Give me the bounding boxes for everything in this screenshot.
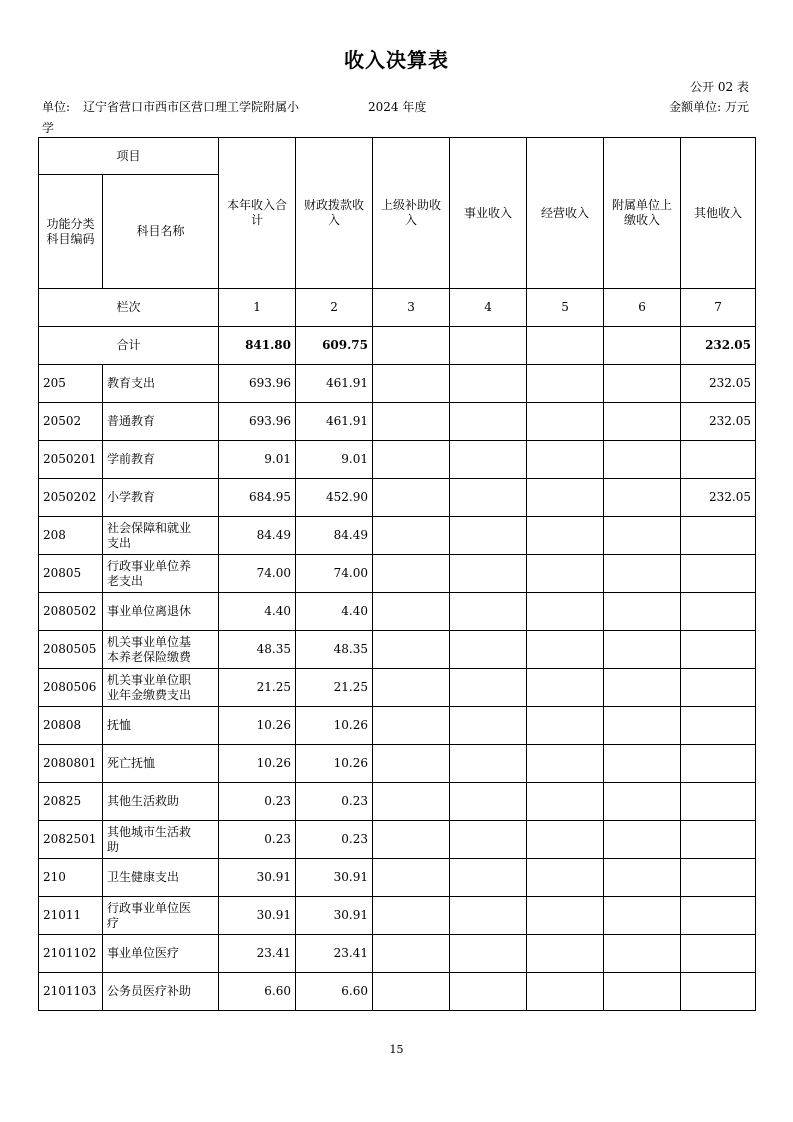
amount-cell: 10.26 xyxy=(296,707,373,745)
income-table xyxy=(38,137,756,1011)
subject-code: 2101102 xyxy=(39,935,103,973)
subject-name: 抚恤 xyxy=(103,707,219,745)
amount-cell: 232.05 xyxy=(681,479,756,517)
lanci-label: 栏次 xyxy=(39,289,219,327)
subject-name: 其他城市生活救 助 xyxy=(103,821,219,859)
amount-cell xyxy=(450,441,527,479)
subject-name: 行政事业单位医 疗 xyxy=(103,897,219,935)
subject-code: 2080801 xyxy=(39,745,103,783)
unit-name-continued: 学 xyxy=(42,121,55,135)
amount-cell: 693.96 xyxy=(219,403,296,441)
total-value xyxy=(604,327,681,365)
unit-label: 单位: xyxy=(42,100,71,114)
subject-name: 事业单位离退休 xyxy=(103,593,219,631)
amount-cell: 48.35 xyxy=(219,631,296,669)
subject-code: 210 xyxy=(39,859,103,897)
subject-name: 社会保障和就业 支出 xyxy=(103,517,219,555)
subject-code: 2082501 xyxy=(39,821,103,859)
amount-cell: 6.60 xyxy=(219,973,296,1011)
page-number: 15 xyxy=(389,1043,404,1056)
amount-cell xyxy=(450,555,527,593)
col-number: 6 xyxy=(604,289,681,327)
header-subject: 科目名称 xyxy=(103,175,219,289)
amount-cell xyxy=(527,441,604,479)
amount-cell xyxy=(450,821,527,859)
amount-cell xyxy=(681,745,756,783)
subject-name: 行政事业单位养 老支出 xyxy=(103,555,219,593)
page-title: 收入决算表 xyxy=(344,48,449,72)
amount-cell xyxy=(450,669,527,707)
header-code: 功能分类 科目编码 xyxy=(39,175,103,289)
col-number: 2 xyxy=(296,289,373,327)
amount-cell xyxy=(373,441,450,479)
amount-cell: 30.91 xyxy=(296,859,373,897)
amount-cell: 4.40 xyxy=(219,593,296,631)
amount-cell xyxy=(527,897,604,935)
table-row xyxy=(39,973,756,1011)
amount-cell xyxy=(373,897,450,935)
amount-cell xyxy=(527,517,604,555)
table-row xyxy=(39,555,756,593)
subject-name: 其他生活救助 xyxy=(103,783,219,821)
amount-cell xyxy=(681,897,756,935)
col-number: 1 xyxy=(219,289,296,327)
amount-cell xyxy=(373,365,450,403)
amount-cell: 10.26 xyxy=(296,745,373,783)
amount-cell xyxy=(604,821,681,859)
amount-cell xyxy=(373,403,450,441)
amount-cell xyxy=(604,669,681,707)
amount-cell xyxy=(373,707,450,745)
amount-cell xyxy=(681,669,756,707)
subject-code: 205 xyxy=(39,365,103,403)
amount-cell xyxy=(604,707,681,745)
amount-cell xyxy=(604,479,681,517)
total-value: 232.05 xyxy=(681,327,756,365)
amount-cell: 30.91 xyxy=(219,859,296,897)
amount-cell xyxy=(373,631,450,669)
amount-cell: 84.49 xyxy=(219,517,296,555)
table-row xyxy=(39,479,756,517)
subject-name: 事业单位医疗 xyxy=(103,935,219,973)
subject-code: 2101103 xyxy=(39,973,103,1011)
total-label: 合计 xyxy=(39,327,219,365)
table-row xyxy=(39,859,756,897)
table-row xyxy=(39,707,756,745)
amount-cell: 0.23 xyxy=(296,821,373,859)
amount-cell xyxy=(450,479,527,517)
amount-cell xyxy=(373,935,450,973)
total-value: 841.80 xyxy=(219,327,296,365)
amount-cell xyxy=(604,745,681,783)
amount-cell xyxy=(527,973,604,1011)
header-col-7: 其他收入 xyxy=(681,138,756,289)
amount-cell xyxy=(681,593,756,631)
amount-cell: 74.00 xyxy=(219,555,296,593)
amount-cell: 10.26 xyxy=(219,745,296,783)
form-number: 公开 02 表 xyxy=(690,80,749,94)
amount-cell xyxy=(373,593,450,631)
table-row xyxy=(39,517,756,555)
amount-cell xyxy=(450,517,527,555)
header-col-6: 附属单位上 缴收入 xyxy=(604,138,681,289)
amount-cell xyxy=(450,365,527,403)
amount-cell: 23.41 xyxy=(219,935,296,973)
table-row xyxy=(39,365,756,403)
amount-cell xyxy=(527,365,604,403)
amount-cell: 461.91 xyxy=(296,365,373,403)
amount-cell xyxy=(527,935,604,973)
amount-cell xyxy=(604,859,681,897)
amount-cell xyxy=(373,859,450,897)
subject-name: 机关事业单位职 业年金缴费支出 xyxy=(103,669,219,707)
amount-cell xyxy=(681,973,756,1011)
subject-code: 2050202 xyxy=(39,479,103,517)
amount-cell: 21.25 xyxy=(296,669,373,707)
amount-cell: 693.96 xyxy=(219,365,296,403)
amount-cell xyxy=(527,555,604,593)
subject-name: 普通教育 xyxy=(103,403,219,441)
amount-cell xyxy=(681,783,756,821)
amount-cell xyxy=(681,859,756,897)
table-row xyxy=(39,745,756,783)
amount-cell xyxy=(527,707,604,745)
amount-cell xyxy=(450,745,527,783)
subject-name: 死亡抚恤 xyxy=(103,745,219,783)
table-row xyxy=(39,403,756,441)
amount-cell: 452.90 xyxy=(296,479,373,517)
table-row xyxy=(39,783,756,821)
amount-cell xyxy=(373,783,450,821)
amount-cell xyxy=(450,935,527,973)
col-number: 4 xyxy=(450,289,527,327)
subject-code: 2050201 xyxy=(39,441,103,479)
amount-cell xyxy=(604,631,681,669)
amount-cell: 6.60 xyxy=(296,973,373,1011)
table-row xyxy=(39,821,756,859)
total-value xyxy=(450,327,527,365)
amount-cell: 30.91 xyxy=(296,897,373,935)
amount-cell xyxy=(527,783,604,821)
subject-code: 20808 xyxy=(39,707,103,745)
amount-cell xyxy=(681,631,756,669)
table-row xyxy=(39,441,756,479)
amount-cell xyxy=(373,821,450,859)
total-value: 609.75 xyxy=(296,327,373,365)
amount-cell xyxy=(450,783,527,821)
amount-cell: 10.26 xyxy=(219,707,296,745)
amount-cell: 684.95 xyxy=(219,479,296,517)
header-col-5: 经营收入 xyxy=(527,138,604,289)
subject-name: 学前教育 xyxy=(103,441,219,479)
amount-cell xyxy=(604,403,681,441)
amount-cell xyxy=(373,973,450,1011)
header-col-4: 事业收入 xyxy=(450,138,527,289)
subject-code: 2080506 xyxy=(39,669,103,707)
subject-code: 2080502 xyxy=(39,593,103,631)
amount-cell xyxy=(604,365,681,403)
amount-cell xyxy=(681,935,756,973)
amount-cell xyxy=(373,517,450,555)
subject-name: 卫生健康支出 xyxy=(103,859,219,897)
amount-cell: 48.35 xyxy=(296,631,373,669)
amount-cell: 23.41 xyxy=(296,935,373,973)
amount-cell xyxy=(450,859,527,897)
amount-cell: 0.23 xyxy=(296,783,373,821)
amount-cell xyxy=(450,897,527,935)
total-value xyxy=(373,327,450,365)
amount-cell xyxy=(373,555,450,593)
amount-cell: 74.00 xyxy=(296,555,373,593)
amount-cell xyxy=(373,669,450,707)
subject-code: 21011 xyxy=(39,897,103,935)
amount-cell xyxy=(450,403,527,441)
amount-cell xyxy=(373,745,450,783)
amount-cell: 232.05 xyxy=(681,403,756,441)
subject-code: 208 xyxy=(39,517,103,555)
subject-code: 20805 xyxy=(39,555,103,593)
amount-cell: 30.91 xyxy=(219,897,296,935)
amount-cell xyxy=(527,745,604,783)
table-row xyxy=(39,593,756,631)
col-number: 7 xyxy=(681,289,756,327)
amount-cell xyxy=(604,783,681,821)
col-number: 3 xyxy=(373,289,450,327)
header-col-2: 财政拨款收 入 xyxy=(296,138,373,289)
amount-cell xyxy=(604,593,681,631)
amount-cell: 232.05 xyxy=(681,365,756,403)
unit-name: 辽宁省营口市西市区营口理工学院附属小 xyxy=(83,100,300,114)
amount-cell xyxy=(527,859,604,897)
amount-cell xyxy=(604,897,681,935)
total-value xyxy=(527,327,604,365)
table-row xyxy=(39,897,756,935)
table-row xyxy=(39,935,756,973)
amount-cell xyxy=(450,973,527,1011)
money-unit: 金额单位: 万元 xyxy=(669,100,749,114)
amount-cell xyxy=(527,593,604,631)
table-row xyxy=(39,631,756,669)
subject-name: 小学教育 xyxy=(103,479,219,517)
header-col-1: 本年收入合 计 xyxy=(219,138,296,289)
amount-cell: 84.49 xyxy=(296,517,373,555)
amount-cell xyxy=(604,935,681,973)
amount-cell xyxy=(604,555,681,593)
header-col-3: 上级补助收 入 xyxy=(373,138,450,289)
amount-cell xyxy=(681,441,756,479)
amount-cell: 0.23 xyxy=(219,783,296,821)
amount-cell xyxy=(527,403,604,441)
amount-cell xyxy=(604,517,681,555)
amount-cell xyxy=(681,707,756,745)
amount-cell: 0.23 xyxy=(219,821,296,859)
table-row xyxy=(39,669,756,707)
subject-name: 教育支出 xyxy=(103,365,219,403)
amount-cell xyxy=(527,631,604,669)
amount-cell xyxy=(604,973,681,1011)
amount-cell xyxy=(527,669,604,707)
amount-cell xyxy=(681,555,756,593)
fiscal-year: 2024 年度 xyxy=(368,100,427,114)
amount-cell xyxy=(604,441,681,479)
amount-cell xyxy=(450,707,527,745)
amount-cell: 21.25 xyxy=(219,669,296,707)
subject-name: 机关事业单位基 本养老保险缴费 xyxy=(103,631,219,669)
amount-cell: 9.01 xyxy=(219,441,296,479)
header-item: 项目 xyxy=(39,138,219,175)
amount-cell xyxy=(527,821,604,859)
subject-code: 20502 xyxy=(39,403,103,441)
amount-cell: 9.01 xyxy=(296,441,373,479)
amount-cell xyxy=(681,821,756,859)
subject-code: 20825 xyxy=(39,783,103,821)
amount-cell: 4.40 xyxy=(296,593,373,631)
amount-cell xyxy=(527,479,604,517)
amount-cell xyxy=(450,631,527,669)
subject-code: 2080505 xyxy=(39,631,103,669)
amount-cell: 461.91 xyxy=(296,403,373,441)
col-number: 5 xyxy=(527,289,604,327)
amount-cell xyxy=(373,479,450,517)
subject-name: 公务员医疗补助 xyxy=(103,973,219,1011)
amount-cell xyxy=(450,593,527,631)
amount-cell xyxy=(681,517,756,555)
